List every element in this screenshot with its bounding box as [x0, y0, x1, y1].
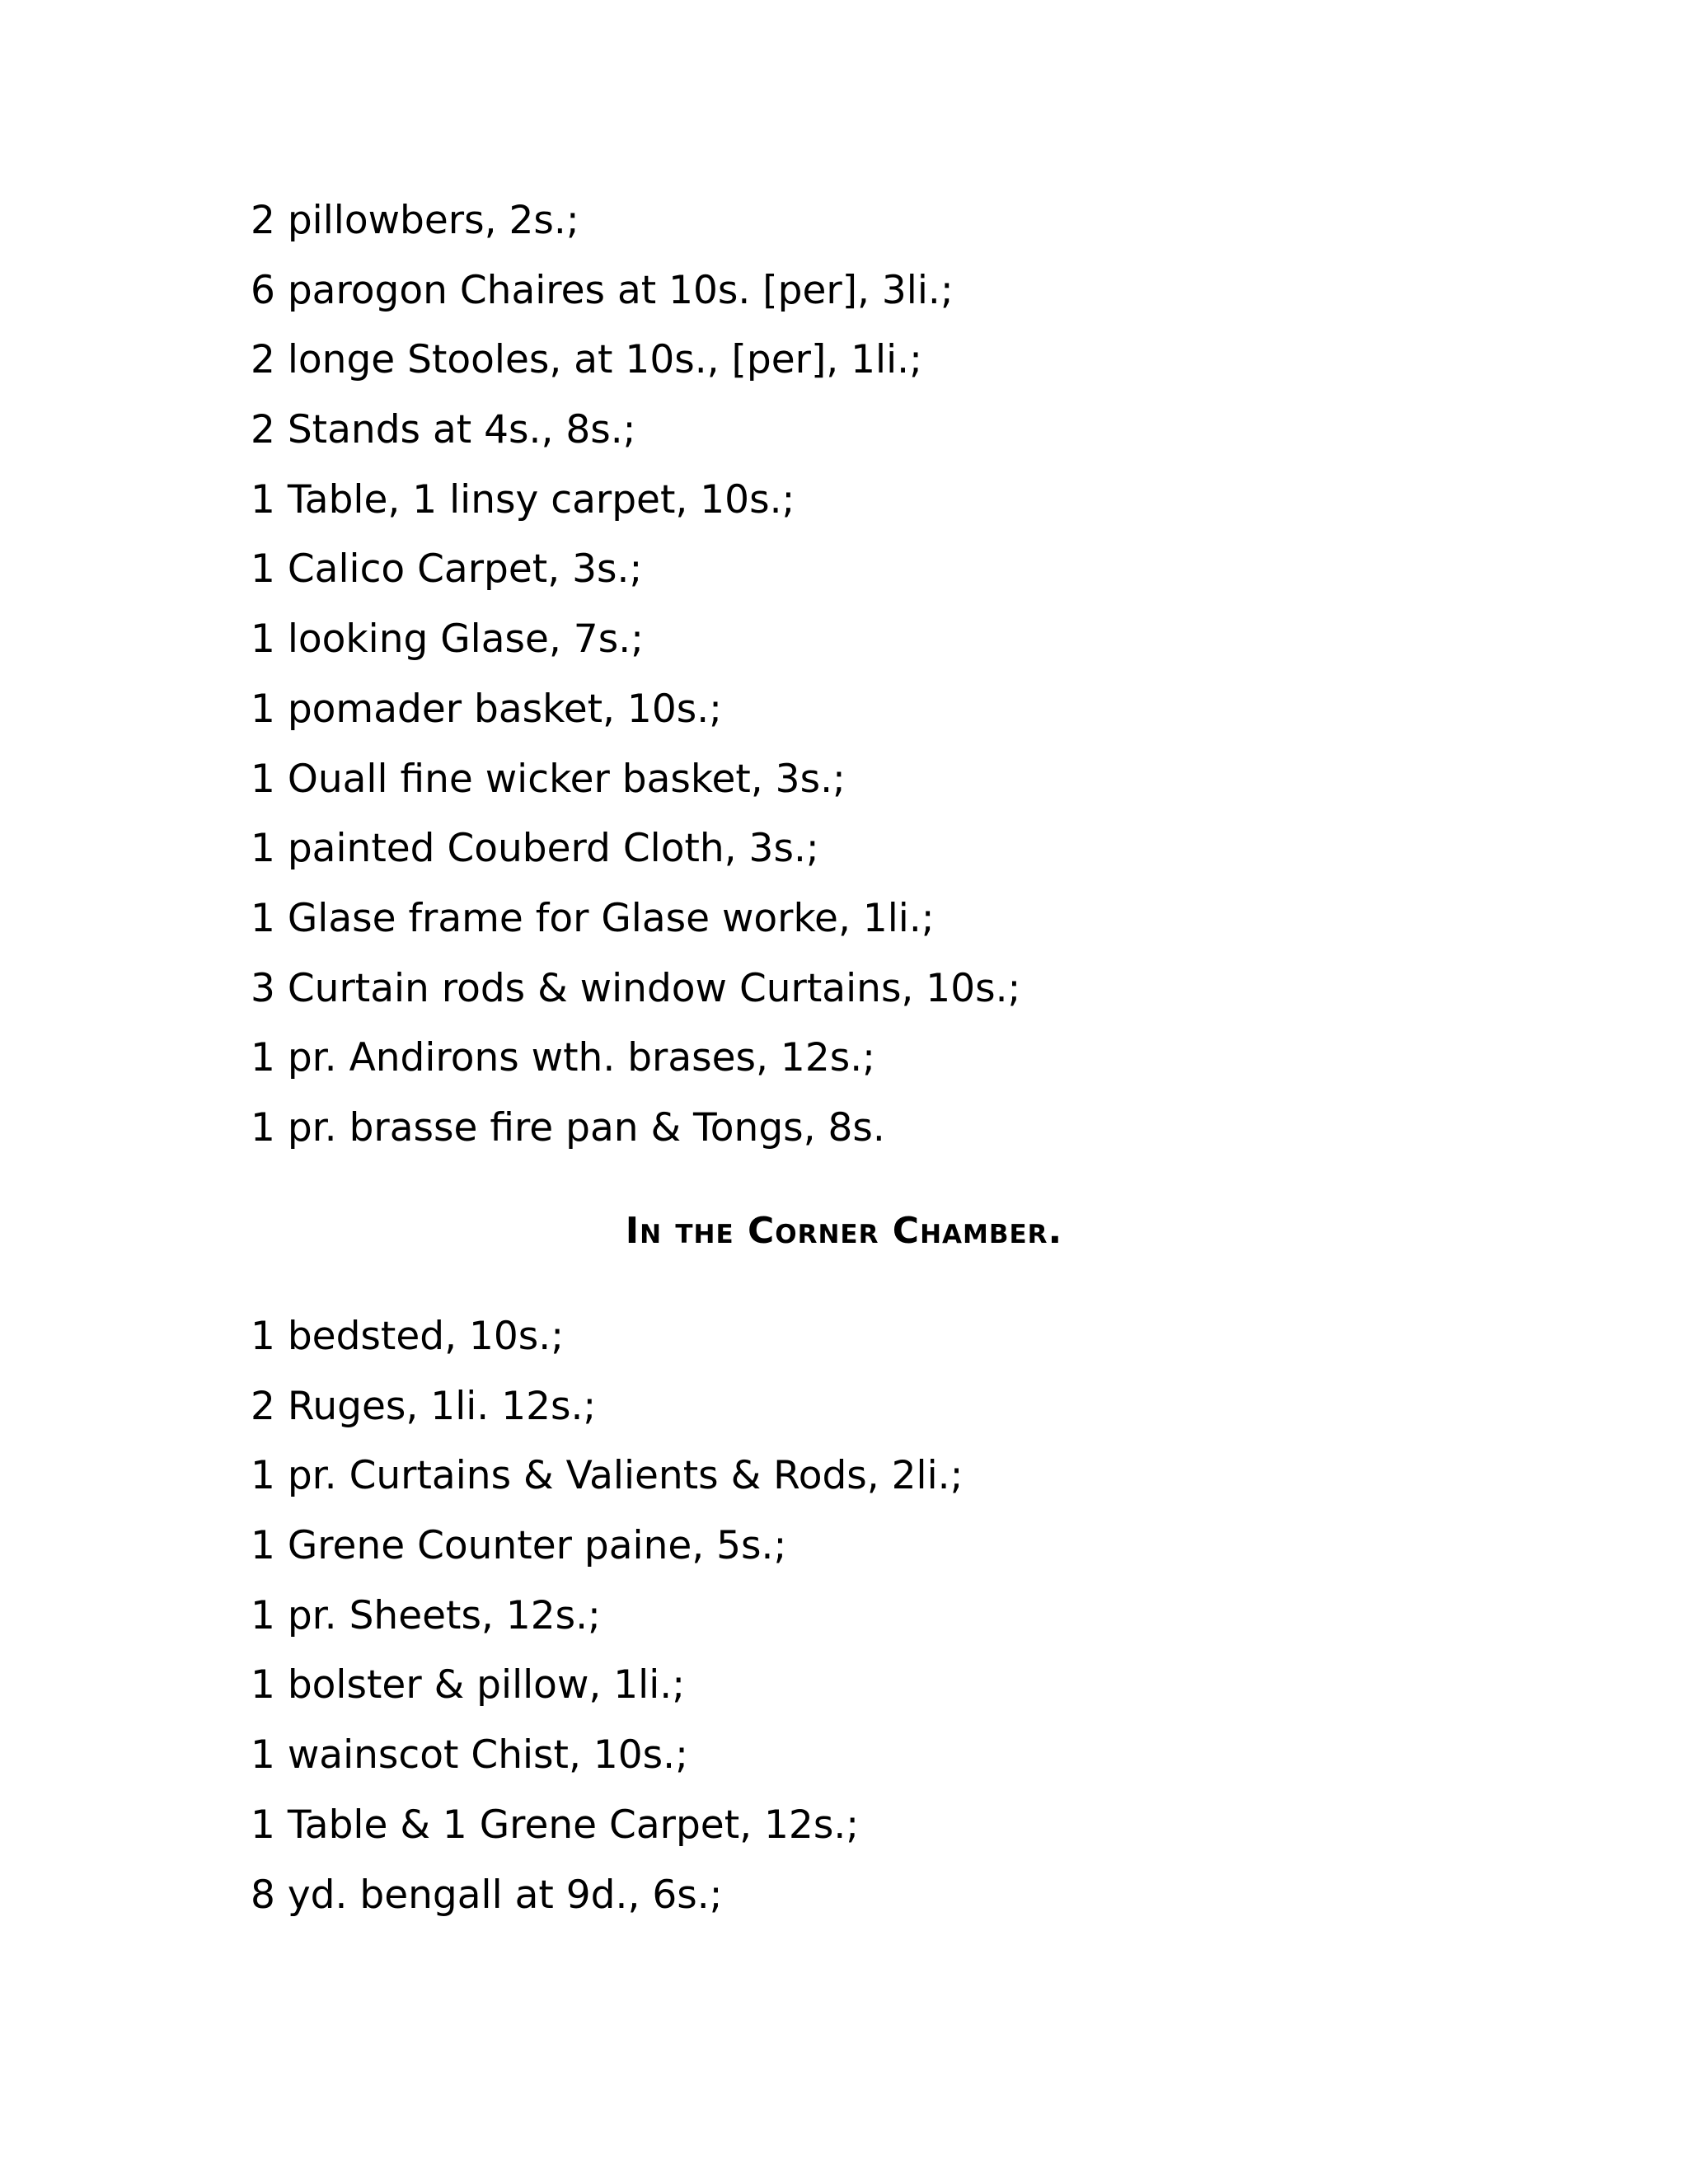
inventory-entry: 1 wainscot Chist, 10s.; — [251, 1732, 688, 1779]
inventory-entry: 6 parogon Chaires at 10s. [per], 3li.; — [251, 267, 954, 313]
inventory-entry: 1 pr. Curtains & Valients & Rods, 2li.; — [251, 1453, 964, 1499]
inventory-entry: 2 pillowbers, 2s.; — [251, 198, 579, 243]
inventory-entry: 2 Ruges, 1li. 12s.; — [251, 1383, 597, 1429]
inventory-entry: 1 painted Couberd Cloth, 3s.; — [251, 826, 819, 872]
inventory-entry: 1 Calico Carpet, 3s.; — [251, 546, 643, 593]
inventory-entry: 1 Ouall fine wicker basket, 3s.; — [251, 756, 846, 802]
inventory-entry: 8 yd. bengall at 9d., 6s.; — [251, 1872, 723, 1918]
inventory-entry: 1 Table, 1 linsy carpet, 10s.; — [251, 476, 795, 523]
section-heading: In the Corner Chamber. — [625, 1210, 1063, 1252]
inventory-entry: 1 Glase frame for Glase worke, 1li.; — [251, 895, 935, 941]
inventory-list-second — [251, 1307, 1487, 1935]
inventory-entry: 1 pr. brasse fire pan & Tongs, 8s. — [251, 1104, 885, 1151]
inventory-entry: 1 pomader basket, 10s.; — [251, 686, 722, 732]
inventory-entry: 1 Grene Counter paine, 5s.; — [251, 1523, 787, 1569]
inventory-entry: 1 bedsted, 10s.; — [251, 1314, 565, 1359]
inventory-entry: 1 looking Glase, 7s.; — [251, 616, 644, 663]
inventory-entry: 2 Stands at 4s., 8s.; — [251, 407, 636, 453]
inventory-entry: 2 longe Stooles, at 10s., [per], 1li.; — [251, 337, 922, 383]
inventory-list-first — [251, 191, 1487, 1169]
inventory-entry: 3 Curtain rods & window Curtains, 10s.; — [251, 965, 1021, 1011]
inventory-entry: 1 Table & 1 Grene Carpet, 12s.; — [251, 1802, 860, 1848]
inventory-entry: 1 pr. Andirons wth. brases, 12s.; — [251, 1035, 875, 1081]
inventory-entry: 1 bolster & pillow, 1li.; — [251, 1662, 686, 1708]
inventory-entry: 1 pr. Sheets, 12s.; — [251, 1592, 601, 1638]
